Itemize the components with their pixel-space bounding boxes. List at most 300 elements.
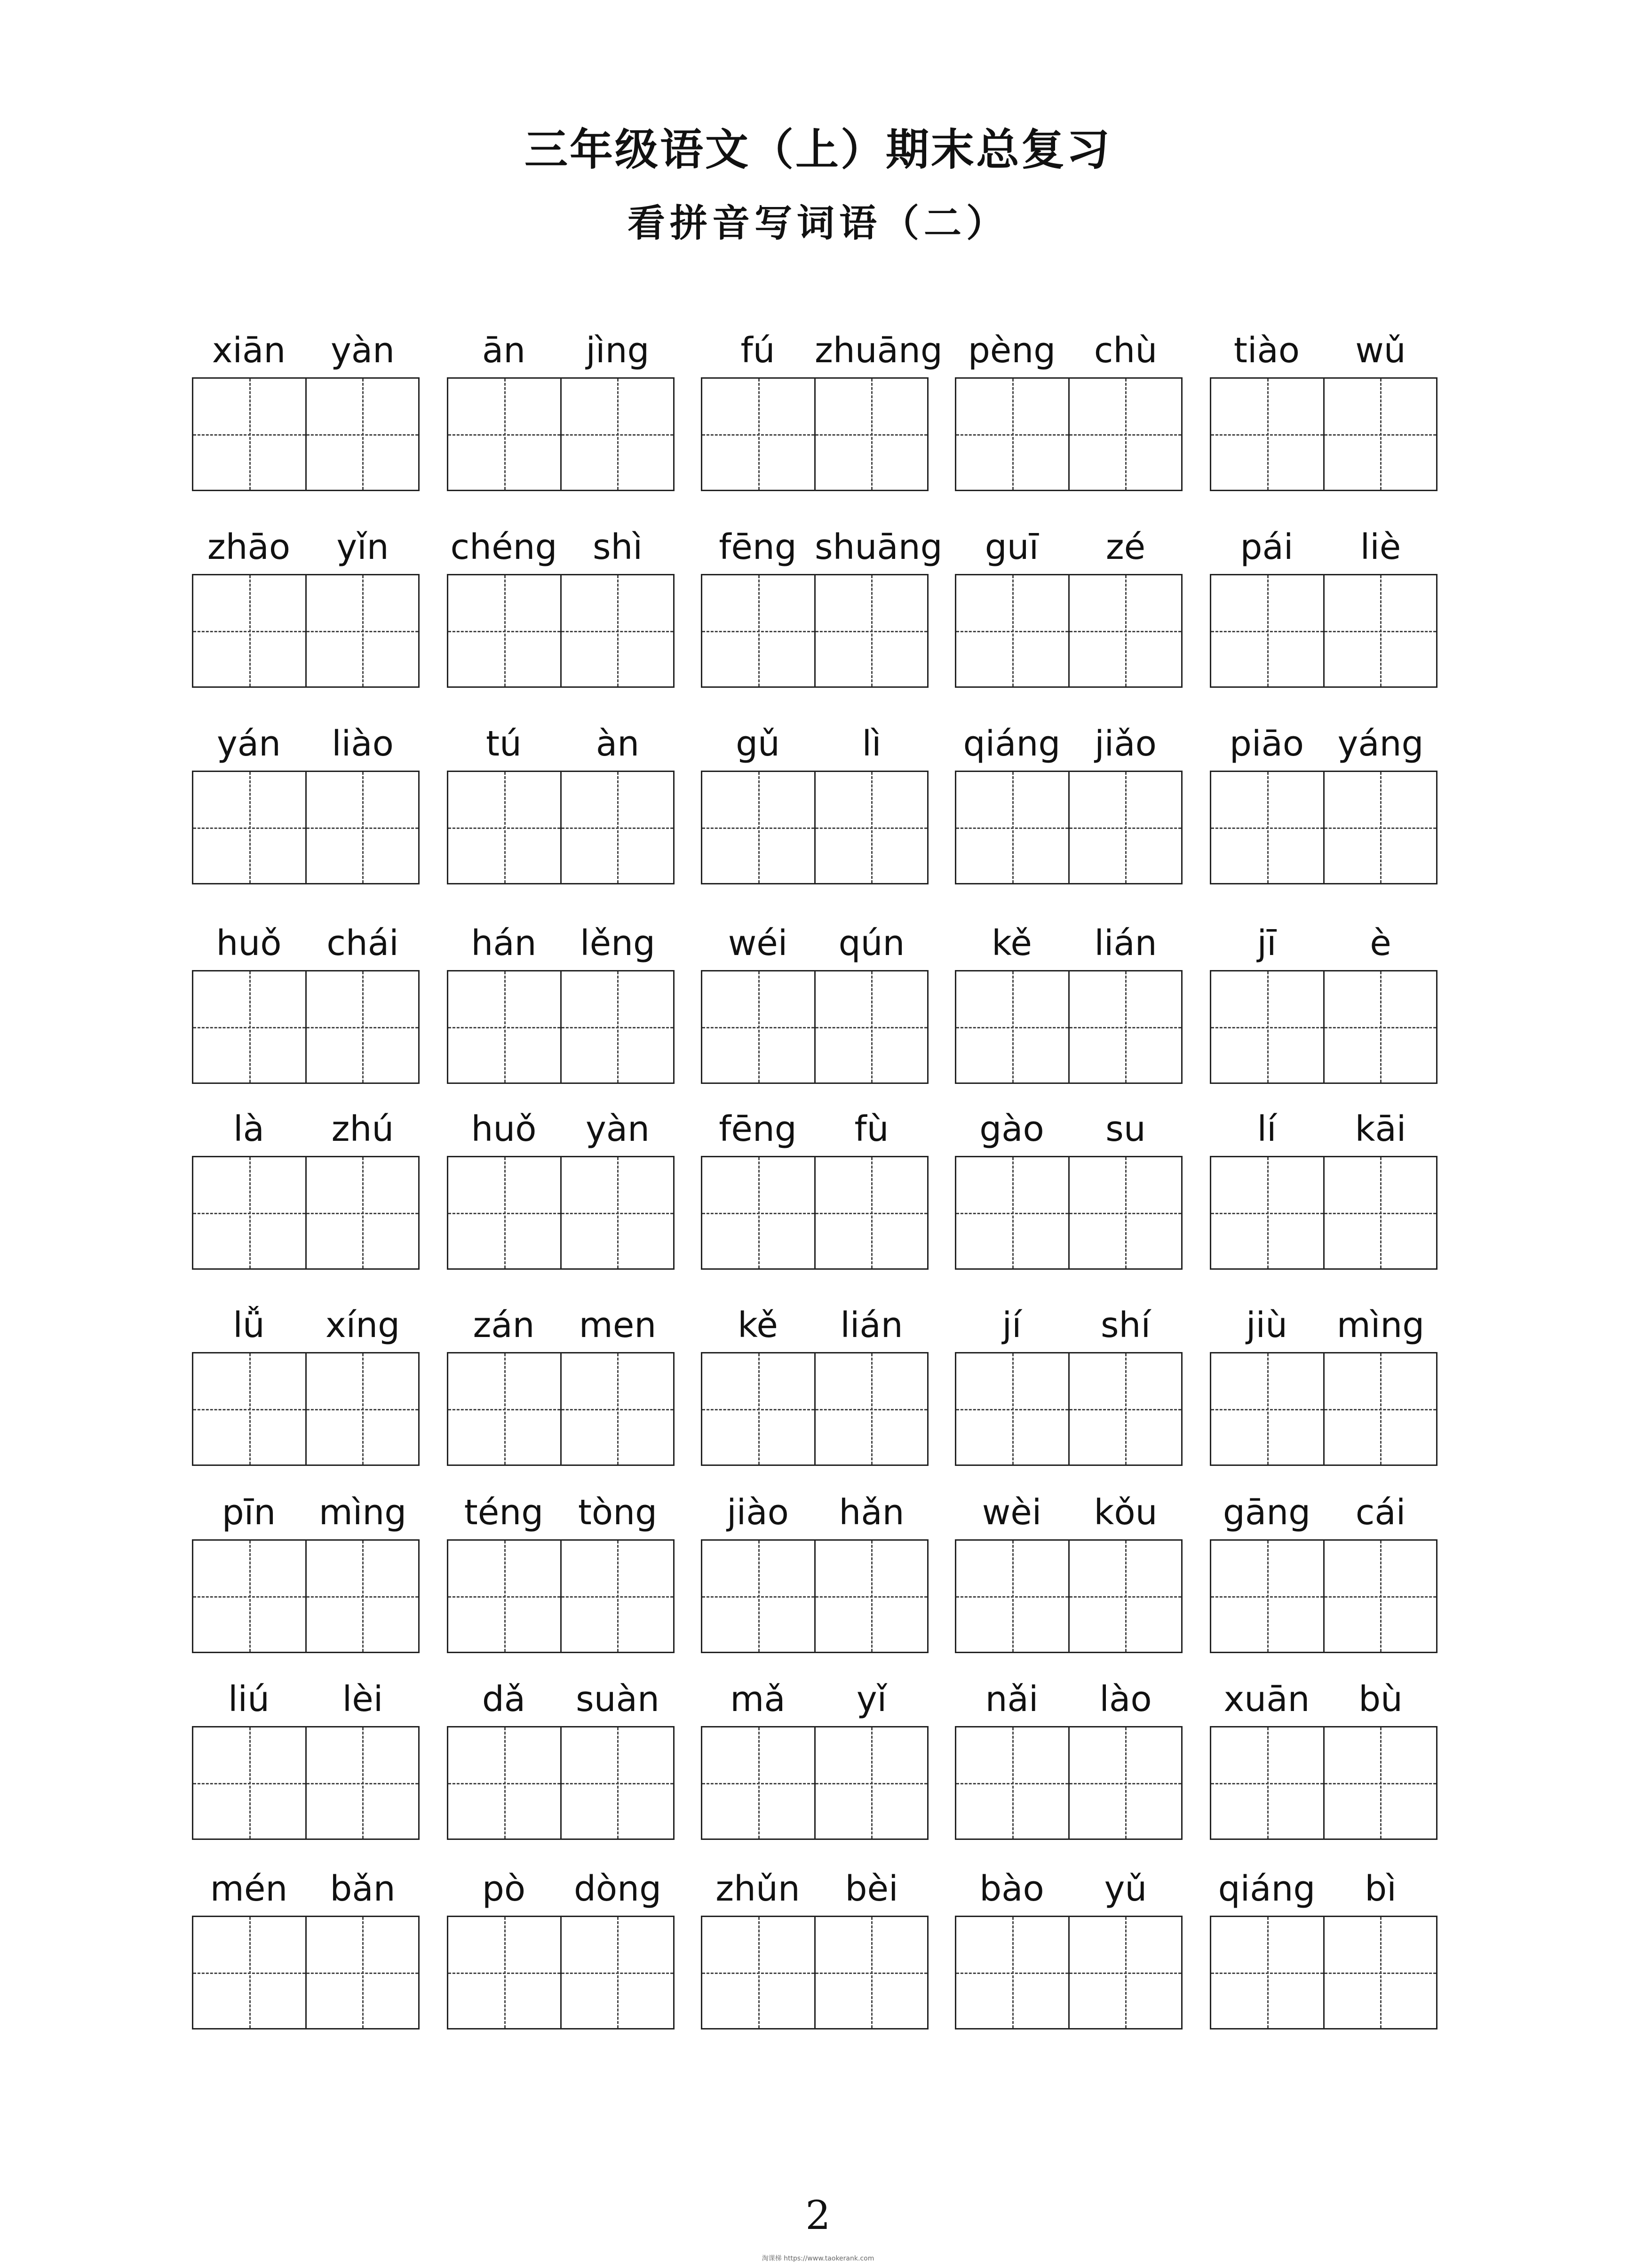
guide-line-horizontal xyxy=(562,1783,674,1784)
writing-cell[interactable] xyxy=(1211,1353,1323,1464)
tianzige-writing-box[interactable] xyxy=(701,1156,929,1270)
guide-line-horizontal xyxy=(1070,1596,1182,1598)
guide-line-horizontal xyxy=(1211,1409,1323,1410)
writing-cell[interactable] xyxy=(814,1157,928,1268)
writing-cell[interactable] xyxy=(956,1727,1068,1838)
pinyin-syllable: tòng xyxy=(578,1492,658,1533)
writing-cell[interactable] xyxy=(193,575,305,686)
tianzige-writing-box[interactable] xyxy=(955,1539,1183,1653)
pinyin-syllable: jiù xyxy=(1246,1305,1288,1345)
writing-cell[interactable] xyxy=(305,575,419,686)
guide-line-horizontal xyxy=(1325,828,1437,829)
writing-cell[interactable] xyxy=(1323,772,1437,883)
pinyin-syllable: zhuāng xyxy=(815,330,943,371)
tianzige-writing-box[interactable] xyxy=(192,377,420,491)
tianzige-writing-box[interactable] xyxy=(192,1726,420,1840)
writing-cell[interactable] xyxy=(1323,1917,1437,2028)
pinyin-syllable: shí xyxy=(1100,1305,1151,1345)
pinyin-syllable: wèi xyxy=(982,1492,1042,1533)
writing-cell[interactable] xyxy=(956,379,1068,490)
guide-line-horizontal xyxy=(562,1973,674,1974)
guide-line-horizontal xyxy=(702,1409,814,1410)
tianzige-writing-box[interactable] xyxy=(955,1156,1183,1270)
tianzige-writing-box[interactable] xyxy=(955,1726,1183,1840)
writing-cell[interactable] xyxy=(702,575,814,686)
word-item xyxy=(1210,917,1437,1068)
writing-cell[interactable] xyxy=(956,1541,1068,1652)
pinyin-syllable: pèng xyxy=(968,330,1056,371)
word-item xyxy=(701,1103,929,1254)
pinyin-syllable: yǔ xyxy=(1104,1869,1147,1909)
writing-cell[interactable] xyxy=(305,379,419,490)
guide-line-horizontal xyxy=(702,434,814,436)
pinyin-syllable: jī xyxy=(1257,923,1277,963)
guide-line-horizontal xyxy=(193,1213,305,1214)
pinyin-syllable: bù xyxy=(1358,1679,1403,1719)
writing-cell[interactable] xyxy=(814,1353,928,1464)
guide-line-horizontal xyxy=(956,1027,1068,1028)
writing-cell[interactable] xyxy=(702,772,814,883)
pinyin-syllable: ān xyxy=(482,330,526,371)
tianzige-writing-box[interactable] xyxy=(447,1916,675,2029)
tianzige-writing-box[interactable] xyxy=(447,1352,675,1466)
word-item xyxy=(192,718,420,868)
pinyin-syllable: yàn xyxy=(330,330,395,371)
guide-line-horizontal xyxy=(816,1783,928,1784)
tianzige-writing-box[interactable] xyxy=(192,1156,420,1270)
guide-line-horizontal xyxy=(1325,1596,1437,1598)
writing-cell[interactable] xyxy=(560,575,674,686)
guide-line-horizontal xyxy=(702,631,814,632)
word-item xyxy=(192,521,420,672)
writing-cell[interactable] xyxy=(702,1353,814,1464)
pinyin-syllable: jiǎo xyxy=(1095,724,1157,764)
writing-cell[interactable] xyxy=(1211,971,1323,1082)
pinyin-syllable: lì xyxy=(862,724,882,764)
writing-cell[interactable] xyxy=(1211,379,1323,490)
tianzige-writing-box[interactable] xyxy=(701,970,929,1084)
writing-cell[interactable] xyxy=(305,1541,419,1652)
guide-line-horizontal xyxy=(1325,1973,1437,1974)
writing-cell[interactable] xyxy=(193,1541,305,1652)
word-item xyxy=(701,917,929,1068)
tianzige-writing-box[interactable] xyxy=(701,1539,929,1653)
writing-cell[interactable] xyxy=(814,1917,928,2028)
pinyin-syllable: mǎ xyxy=(730,1679,786,1719)
writing-cell[interactable] xyxy=(193,971,305,1082)
writing-cell[interactable] xyxy=(193,1917,305,2028)
pinyin-syllable: yán xyxy=(216,724,281,764)
writing-cell[interactable] xyxy=(814,1541,928,1652)
writing-cell[interactable] xyxy=(305,1917,419,2028)
pinyin-syllable: zé xyxy=(1105,527,1146,567)
tianzige-writing-box[interactable] xyxy=(1210,1539,1437,1653)
exercise-subtitle: 看拼音写词语（二） xyxy=(627,201,1009,245)
guide-line-horizontal xyxy=(1211,1027,1323,1028)
source-footer: 淘课梯 https://www.taokerank.com xyxy=(762,2255,874,2262)
writing-cell[interactable] xyxy=(193,1157,305,1268)
tianzige-writing-box[interactable] xyxy=(701,1916,929,2029)
tianzige-writing-box[interactable] xyxy=(701,1726,929,1840)
writing-cell[interactable] xyxy=(1068,1353,1182,1464)
writing-cell[interactable] xyxy=(193,1353,305,1464)
tianzige-writing-box[interactable] xyxy=(447,377,675,491)
pinyin-syllable: pò xyxy=(482,1869,526,1909)
word-item xyxy=(1210,1673,1437,1824)
pinyin-syllable: mìng xyxy=(1336,1305,1425,1345)
pinyin-syllable: là xyxy=(233,1109,264,1149)
guide-line-horizontal xyxy=(956,1783,1068,1784)
guide-line-horizontal xyxy=(1070,1027,1182,1028)
tianzige-writing-box[interactable] xyxy=(1210,1726,1437,1840)
word-item xyxy=(447,521,675,672)
writing-cell[interactable] xyxy=(448,772,560,883)
pinyin-syllable: yáng xyxy=(1337,724,1424,764)
writing-cell[interactable] xyxy=(1323,575,1437,686)
tianzige-writing-box[interactable] xyxy=(1210,771,1437,884)
writing-cell[interactable] xyxy=(305,1157,419,1268)
guide-line-horizontal xyxy=(956,1973,1068,1974)
writing-cell[interactable] xyxy=(814,1727,928,1838)
guide-line-horizontal xyxy=(702,1783,814,1784)
pinyin-syllable: bào xyxy=(979,1869,1044,1909)
guide-line-horizontal xyxy=(816,631,928,632)
writing-cell[interactable] xyxy=(956,1917,1068,2028)
writing-cell[interactable] xyxy=(702,1157,814,1268)
writing-cell[interactable] xyxy=(560,379,674,490)
tianzige-writing-box[interactable] xyxy=(955,1916,1183,2029)
pinyin-syllable: tiào xyxy=(1233,330,1300,371)
tianzige-writing-box[interactable] xyxy=(1210,1916,1437,2029)
writing-cell[interactable] xyxy=(1211,772,1323,883)
word-item xyxy=(701,718,929,868)
pinyin-syllable: piāo xyxy=(1229,724,1304,764)
writing-cell[interactable] xyxy=(1323,379,1437,490)
writing-cell[interactable] xyxy=(193,772,305,883)
guide-line-horizontal xyxy=(1070,1213,1182,1214)
writing-cell[interactable] xyxy=(305,971,419,1082)
writing-cell[interactable] xyxy=(305,1353,419,1464)
pinyin-syllable: tú xyxy=(486,724,522,764)
word-item xyxy=(955,521,1183,672)
pinyin-syllable: pīn xyxy=(222,1492,276,1533)
pinyin-syllable: wéi xyxy=(728,923,788,963)
writing-cell[interactable] xyxy=(560,1353,674,1464)
pinyin-syllable: zán xyxy=(473,1305,535,1345)
guide-line-horizontal xyxy=(448,1973,560,1974)
writing-cell[interactable] xyxy=(1323,1353,1437,1464)
pinyin-syllable: bǎn xyxy=(330,1869,396,1909)
pinyin-syllable: fù xyxy=(854,1109,889,1149)
word-item xyxy=(955,1487,1183,1637)
guide-line-horizontal xyxy=(816,1596,928,1598)
guide-line-horizontal xyxy=(816,1973,928,1974)
writing-cell[interactable] xyxy=(560,971,674,1082)
word-item xyxy=(955,1103,1183,1254)
writing-cell[interactable] xyxy=(448,1917,560,2028)
writing-cell[interactable] xyxy=(956,575,1068,686)
tianzige-writing-box[interactable] xyxy=(192,1539,420,1653)
guide-line-horizontal xyxy=(193,828,305,829)
writing-cell[interactable] xyxy=(560,1917,674,2028)
guide-line-horizontal xyxy=(956,631,1068,632)
guide-line-horizontal xyxy=(448,1027,560,1028)
guide-line-horizontal xyxy=(956,1409,1068,1410)
guide-line-horizontal xyxy=(1211,1783,1323,1784)
guide-line-horizontal xyxy=(193,1973,305,1974)
writing-cell[interactable] xyxy=(956,971,1068,1082)
word-item xyxy=(192,325,420,475)
word-item xyxy=(447,1299,675,1450)
pinyin-syllable: suàn xyxy=(576,1679,659,1719)
writing-cell[interactable] xyxy=(702,971,814,1082)
writing-cell[interactable] xyxy=(448,971,560,1082)
pinyin-syllable: qiáng xyxy=(963,724,1061,764)
word-item xyxy=(701,1299,929,1450)
pinyin-syllable: cái xyxy=(1355,1492,1406,1533)
writing-cell[interactable] xyxy=(814,379,928,490)
guide-line-horizontal xyxy=(702,1973,814,1974)
guide-line-horizontal xyxy=(307,1027,419,1028)
guide-line-horizontal xyxy=(1070,434,1182,436)
guide-line-horizontal xyxy=(562,1596,674,1598)
writing-cell[interactable] xyxy=(560,772,674,883)
tianzige-writing-box[interactable] xyxy=(955,377,1183,491)
pinyin-syllable: jiào xyxy=(727,1492,789,1533)
pinyin-syllable: téng xyxy=(464,1492,544,1533)
tianzige-writing-box[interactable] xyxy=(192,970,420,1084)
writing-cell[interactable] xyxy=(702,379,814,490)
pinyin-syllable: kǒu xyxy=(1094,1492,1158,1533)
tianzige-writing-box[interactable] xyxy=(447,970,675,1084)
writing-cell[interactable] xyxy=(1068,379,1182,490)
pinyin-syllable: su xyxy=(1105,1109,1146,1149)
word-item xyxy=(701,521,943,672)
guide-line-horizontal xyxy=(816,828,928,829)
writing-cell[interactable] xyxy=(1068,772,1182,883)
word-item xyxy=(701,1487,929,1637)
tianzige-writing-box[interactable] xyxy=(447,1726,675,1840)
writing-cell[interactable] xyxy=(1323,971,1437,1082)
word-item xyxy=(1210,521,1437,672)
tianzige-writing-box[interactable] xyxy=(192,1352,420,1466)
tianzige-writing-box[interactable] xyxy=(701,574,929,688)
pinyin-syllable: gào xyxy=(979,1109,1044,1149)
pinyin-syllable: nǎi xyxy=(985,1679,1039,1719)
writing-cell[interactable] xyxy=(1323,1541,1437,1652)
writing-cell[interactable] xyxy=(956,1353,1068,1464)
page-title: 三年级语文（上）期末总复习 xyxy=(524,125,1112,175)
tianzige-writing-box[interactable] xyxy=(1210,1352,1437,1466)
writing-cell[interactable] xyxy=(1211,1157,1323,1268)
pinyin-syllable: bèi xyxy=(845,1869,898,1909)
tianzige-writing-box[interactable] xyxy=(701,771,929,884)
pinyin-syllable: kě xyxy=(992,923,1032,963)
pinyin-syllable: shì xyxy=(592,527,643,567)
writing-cell[interactable] xyxy=(1068,1727,1182,1838)
writing-cell[interactable] xyxy=(1211,1541,1323,1652)
guide-line-horizontal xyxy=(307,1973,419,1974)
guide-line-horizontal xyxy=(956,1596,1068,1598)
writing-cell[interactable] xyxy=(1323,1157,1437,1268)
guide-line-horizontal xyxy=(562,1409,674,1410)
tianzige-writing-box[interactable] xyxy=(1210,377,1437,491)
guide-line-horizontal xyxy=(193,1409,305,1410)
pinyin-syllable: lèi xyxy=(342,1679,383,1719)
guide-line-horizontal xyxy=(1211,434,1323,436)
writing-cell[interactable] xyxy=(305,1727,419,1838)
word-item xyxy=(447,718,675,868)
writing-cell[interactable] xyxy=(448,1353,560,1464)
guide-line-horizontal xyxy=(816,1409,928,1410)
writing-cell[interactable] xyxy=(448,379,560,490)
guide-line-horizontal xyxy=(1325,1783,1437,1784)
guide-line-horizontal xyxy=(1211,1596,1323,1598)
tianzige-writing-box[interactable] xyxy=(447,1539,675,1653)
word-item xyxy=(447,325,675,475)
tianzige-writing-box[interactable] xyxy=(701,377,929,491)
word-item xyxy=(192,1863,420,2013)
guide-line-horizontal xyxy=(193,434,305,436)
guide-line-horizontal xyxy=(702,828,814,829)
writing-cell[interactable] xyxy=(448,1727,560,1838)
guide-line-horizontal xyxy=(1070,1783,1182,1784)
tianzige-writing-box[interactable] xyxy=(955,1352,1183,1466)
pinyin-syllable: kāi xyxy=(1355,1109,1406,1149)
writing-cell[interactable] xyxy=(956,1157,1068,1268)
writing-cell[interactable] xyxy=(1068,1541,1182,1652)
word-item xyxy=(701,325,943,475)
writing-cell[interactable] xyxy=(702,1917,814,2028)
writing-cell[interactable] xyxy=(193,379,305,490)
pinyin-syllable: dòng xyxy=(573,1869,662,1909)
writing-cell[interactable] xyxy=(305,772,419,883)
tianzige-writing-box[interactable] xyxy=(1210,574,1437,688)
tianzige-writing-box[interactable] xyxy=(447,574,675,688)
pinyin-syllable: kě xyxy=(738,1305,778,1345)
writing-cell[interactable] xyxy=(560,1157,674,1268)
guide-line-horizontal xyxy=(1070,1409,1182,1410)
pinyin-syllable: xíng xyxy=(325,1305,400,1345)
guide-line-horizontal xyxy=(1211,1213,1323,1214)
word-item xyxy=(955,1863,1183,2013)
writing-cell[interactable] xyxy=(1068,971,1182,1082)
tianzige-writing-box[interactable] xyxy=(955,970,1183,1084)
writing-cell[interactable] xyxy=(814,971,928,1082)
word-item xyxy=(1210,718,1437,868)
pinyin-syllable: qiáng xyxy=(1218,1869,1316,1909)
tianzige-writing-box[interactable] xyxy=(1210,1156,1437,1270)
pinyin-syllable: hán xyxy=(471,923,537,963)
tianzige-writing-box[interactable] xyxy=(192,1916,420,2029)
writing-cell[interactable] xyxy=(1068,1157,1182,1268)
pinyin-syllable: lián xyxy=(1094,923,1157,963)
word-item xyxy=(192,1103,420,1254)
pinyin-syllable: hǎn xyxy=(839,1492,905,1533)
tianzige-writing-box[interactable] xyxy=(447,1156,675,1270)
tianzige-writing-box[interactable] xyxy=(701,1352,929,1466)
guide-line-horizontal xyxy=(562,1027,674,1028)
pinyin-syllable: yǐn xyxy=(336,527,389,567)
pinyin-syllable: mìng xyxy=(318,1492,407,1533)
guide-line-horizontal xyxy=(816,1027,928,1028)
tianzige-writing-box[interactable] xyxy=(192,574,420,688)
writing-cell[interactable] xyxy=(560,1541,674,1652)
guide-line-horizontal xyxy=(1325,1409,1437,1410)
guide-line-horizontal xyxy=(702,1213,814,1214)
writing-cell[interactable] xyxy=(193,1727,305,1838)
word-item xyxy=(192,1487,420,1637)
tianzige-writing-box[interactable] xyxy=(955,771,1183,884)
word-item xyxy=(1210,1103,1437,1254)
guide-line-horizontal xyxy=(1325,434,1437,436)
guide-line-horizontal xyxy=(448,434,560,436)
guide-line-horizontal xyxy=(448,1213,560,1214)
writing-cell[interactable] xyxy=(814,575,928,686)
guide-line-horizontal xyxy=(702,1027,814,1028)
guide-line-horizontal xyxy=(1211,1973,1323,1974)
writing-cell[interactable] xyxy=(814,772,928,883)
writing-cell[interactable] xyxy=(956,772,1068,883)
pinyin-syllable: zhǔn xyxy=(715,1869,800,1909)
guide-line-horizontal xyxy=(307,1596,419,1598)
guide-line-horizontal xyxy=(1211,631,1323,632)
writing-cell[interactable] xyxy=(1068,575,1182,686)
pinyin-syllable: fēng xyxy=(719,527,797,567)
tianzige-writing-box[interactable] xyxy=(192,771,420,884)
word-item xyxy=(447,917,675,1068)
guide-line-horizontal xyxy=(448,1783,560,1784)
pinyin-syllable: lào xyxy=(1099,1679,1152,1719)
pinyin-syllable: lí xyxy=(1257,1109,1277,1149)
guide-line-horizontal xyxy=(448,1596,560,1598)
word-item xyxy=(447,1487,675,1637)
tianzige-writing-box[interactable] xyxy=(955,574,1183,688)
guide-line-horizontal xyxy=(193,631,305,632)
writing-cell[interactable] xyxy=(1323,1727,1437,1838)
pinyin-syllable: xuān xyxy=(1223,1679,1310,1719)
writing-cell[interactable] xyxy=(448,575,560,686)
pinyin-syllable: lián xyxy=(840,1305,903,1345)
pinyin-syllable: jìng xyxy=(586,330,650,371)
writing-cell[interactable] xyxy=(1211,1917,1323,2028)
pinyin-syllable: chéng xyxy=(450,527,557,567)
writing-cell[interactable] xyxy=(1068,1917,1182,2028)
writing-cell[interactable] xyxy=(448,1541,560,1652)
writing-cell[interactable] xyxy=(560,1727,674,1838)
writing-cell[interactable] xyxy=(1211,1727,1323,1838)
guide-line-horizontal xyxy=(1325,1027,1437,1028)
tianzige-writing-box[interactable] xyxy=(447,771,675,884)
guide-line-horizontal xyxy=(562,631,674,632)
guide-line-horizontal xyxy=(562,434,674,436)
guide-line-horizontal xyxy=(702,1596,814,1598)
guide-line-horizontal xyxy=(193,1596,305,1598)
word-item xyxy=(447,1673,675,1824)
pinyin-syllable: huǒ xyxy=(471,1109,537,1149)
writing-cell[interactable] xyxy=(702,1541,814,1652)
writing-cell[interactable] xyxy=(702,1727,814,1838)
pinyin-syllable: yàn xyxy=(585,1109,650,1149)
writing-cell[interactable] xyxy=(448,1157,560,1268)
writing-cell[interactable] xyxy=(1211,575,1323,686)
guide-line-horizontal xyxy=(1325,631,1437,632)
pinyin-syllable: men xyxy=(579,1305,657,1345)
tianzige-writing-box[interactable] xyxy=(1210,970,1437,1084)
word-item xyxy=(955,1299,1183,1450)
word-item xyxy=(447,1103,675,1254)
guide-line-horizontal xyxy=(1211,828,1323,829)
